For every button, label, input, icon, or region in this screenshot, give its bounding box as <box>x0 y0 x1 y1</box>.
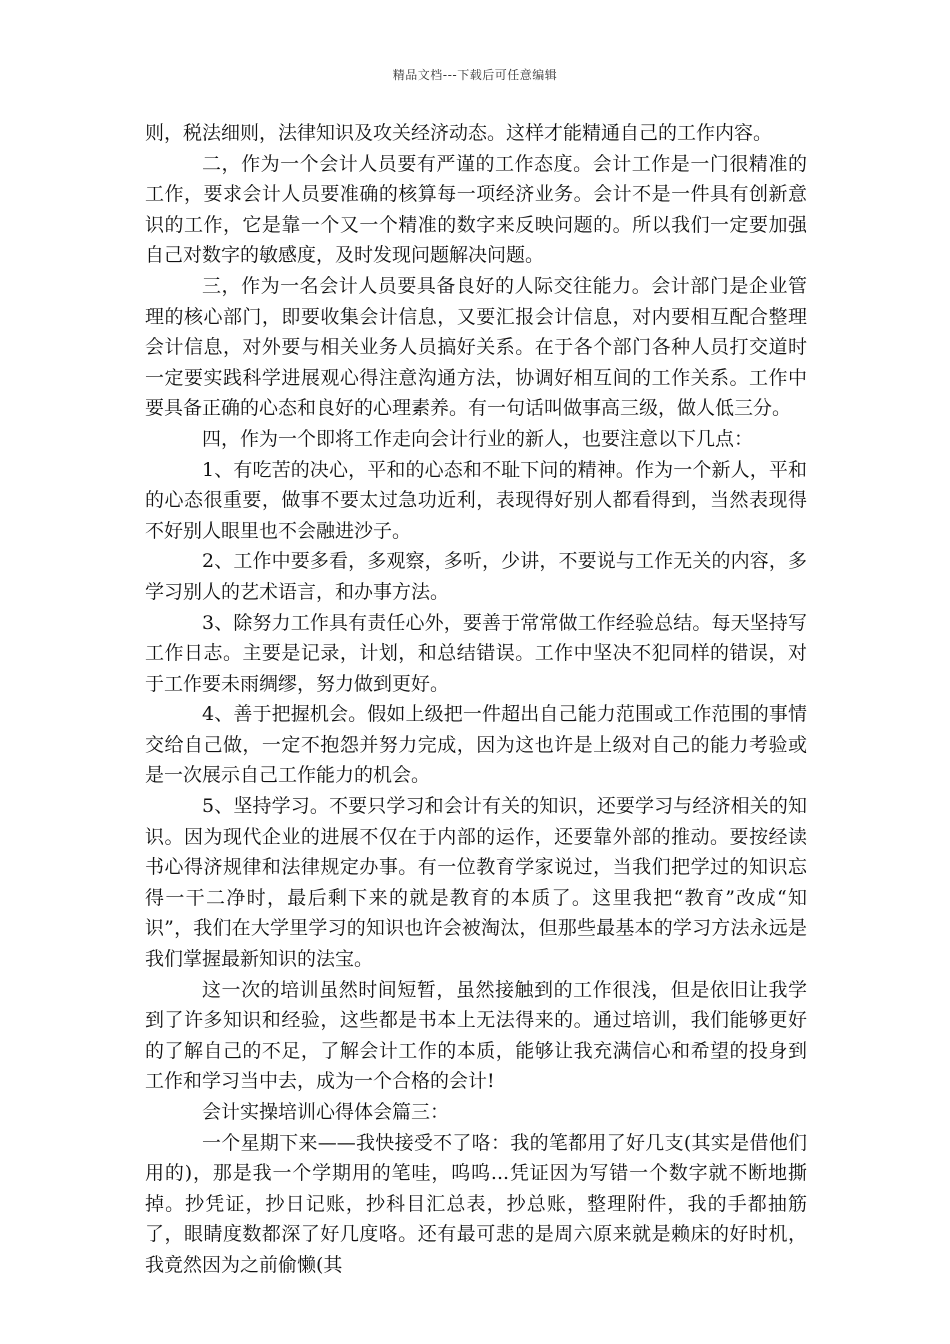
paragraph-section-three-start: 一个星期下来——我快接受不了咯：我的笔都用了好几支(其实是借他们用的)，那是我一个学期用的笔哇，呜呜...凭证因为写错一个数字就不断地撕掉。抄凭证，抄日记账，抄科目汇总表，抄总账，整理附件，我的手都抽筋了，眼睛度数都深了好几度咯。还有最可悲的是周六原来就是赖床的好时机，我竟然因为之前偷懒(其 <box>145 1131 807 1276</box>
list-item-5: 5、坚持学习。不要只学习和会计有关的知识，还要学习与经济相关的知识。因为现代企业的进展不仅在于内部的运作，还要靠外部的推动。要按经读书心得济规律和法律规定办事。有一位教育学家说过，当我们把学过的知识忘得一干二净时，最后剩下来的就是教育的本质了。这里我把“教育”改成“知识”，我们在大学里学习的知识也许会被淘汰，但那些最基本的学习方法永远是我们掌握最新知识的法宝。 <box>145 795 807 971</box>
page-header: 精品文档---下载后可任意编辑 <box>392 68 558 82</box>
section-heading: 会计实操培训心得体会篇三： <box>202 1101 450 1123</box>
list-item-3: 3、除努力工作具有责任心外，要善于常常做工作经验总结。每天坚持写工作日志。主要是记录，计划，和总结错误。工作中坚决不犯同样的错误，对于工作要未雨绸缪，努力做到更好。 <box>145 611 807 695</box>
list-item-1: 1、有吃苦的决心，平和的心态和不耻下问的精神。作为一个新人，平和的心态很重要，做事不要太过急功近利，表现得好别人都看得到，当然表现得不好别人眼里也不会融进沙子。 <box>145 458 807 542</box>
paragraph-point-two: 二，作为一个会计人员要有严谨的工作态度。会计工作是一门很精准的工作，要求会计人员要准确的核算每一项经济业务。会计不是一件具有创新意识的工作，它是靠一个又一个精准的数字来反映问题的。所以我们一定要加强自己对数字的敏感度，及时发现问题解决问题。 <box>145 152 807 267</box>
paragraph-continuation: 则，税法细则，法律知识及攻关经济动态。这样才能精通自己的工作内容。 <box>145 122 773 144</box>
document-body <box>145 118 807 1281</box>
paragraph-conclusion: 这一次的培训虽然时间短暂，虽然接触到的工作很浅，但是依旧让我学到了许多知识和经验，这些都是书本上无法得来的。通过培训，我们能够更好的了解自己的不足，了解会计工作的本质，能够让我充满信心和希望的投身到工作和学习当中去，成为一个合格的会计! <box>145 978 807 1093</box>
paragraph-point-three: 三，作为一名会计人员要具备良好的人际交往能力。会计部门是企业管理的核心部门，即要收集会计信息，又要汇报会计信息，对内要相互配合整理会计信息，对外要与相关业务人员搞好关系。在于各个部门各种人员打交道时一定要实践科学进展观心得注意沟通方法，协调好相互间的工作关系。工作中要具备正确的心态和良好的心理素养。有一句话叫做事高三级，做人低三分。 <box>145 274 807 420</box>
paragraph-point-four: 四，作为一个即将工作走向会计行业的新人，也要注意以下几点： <box>202 427 754 450</box>
list-item-4: 4、善于把握机会。假如上级把一件超出自己能力范围或工作范围的事情交给自己做，一定不抱怨并努力完成，因为这也许是上级对自己的能力考验或是一次展示自己工作能力的机会。 <box>145 703 807 787</box>
list-item-2: 2、工作中要多看，多观察，多听，少讲，不要说与工作无关的内容，多学习别人的艺术语言，和办事方法。 <box>145 550 807 603</box>
